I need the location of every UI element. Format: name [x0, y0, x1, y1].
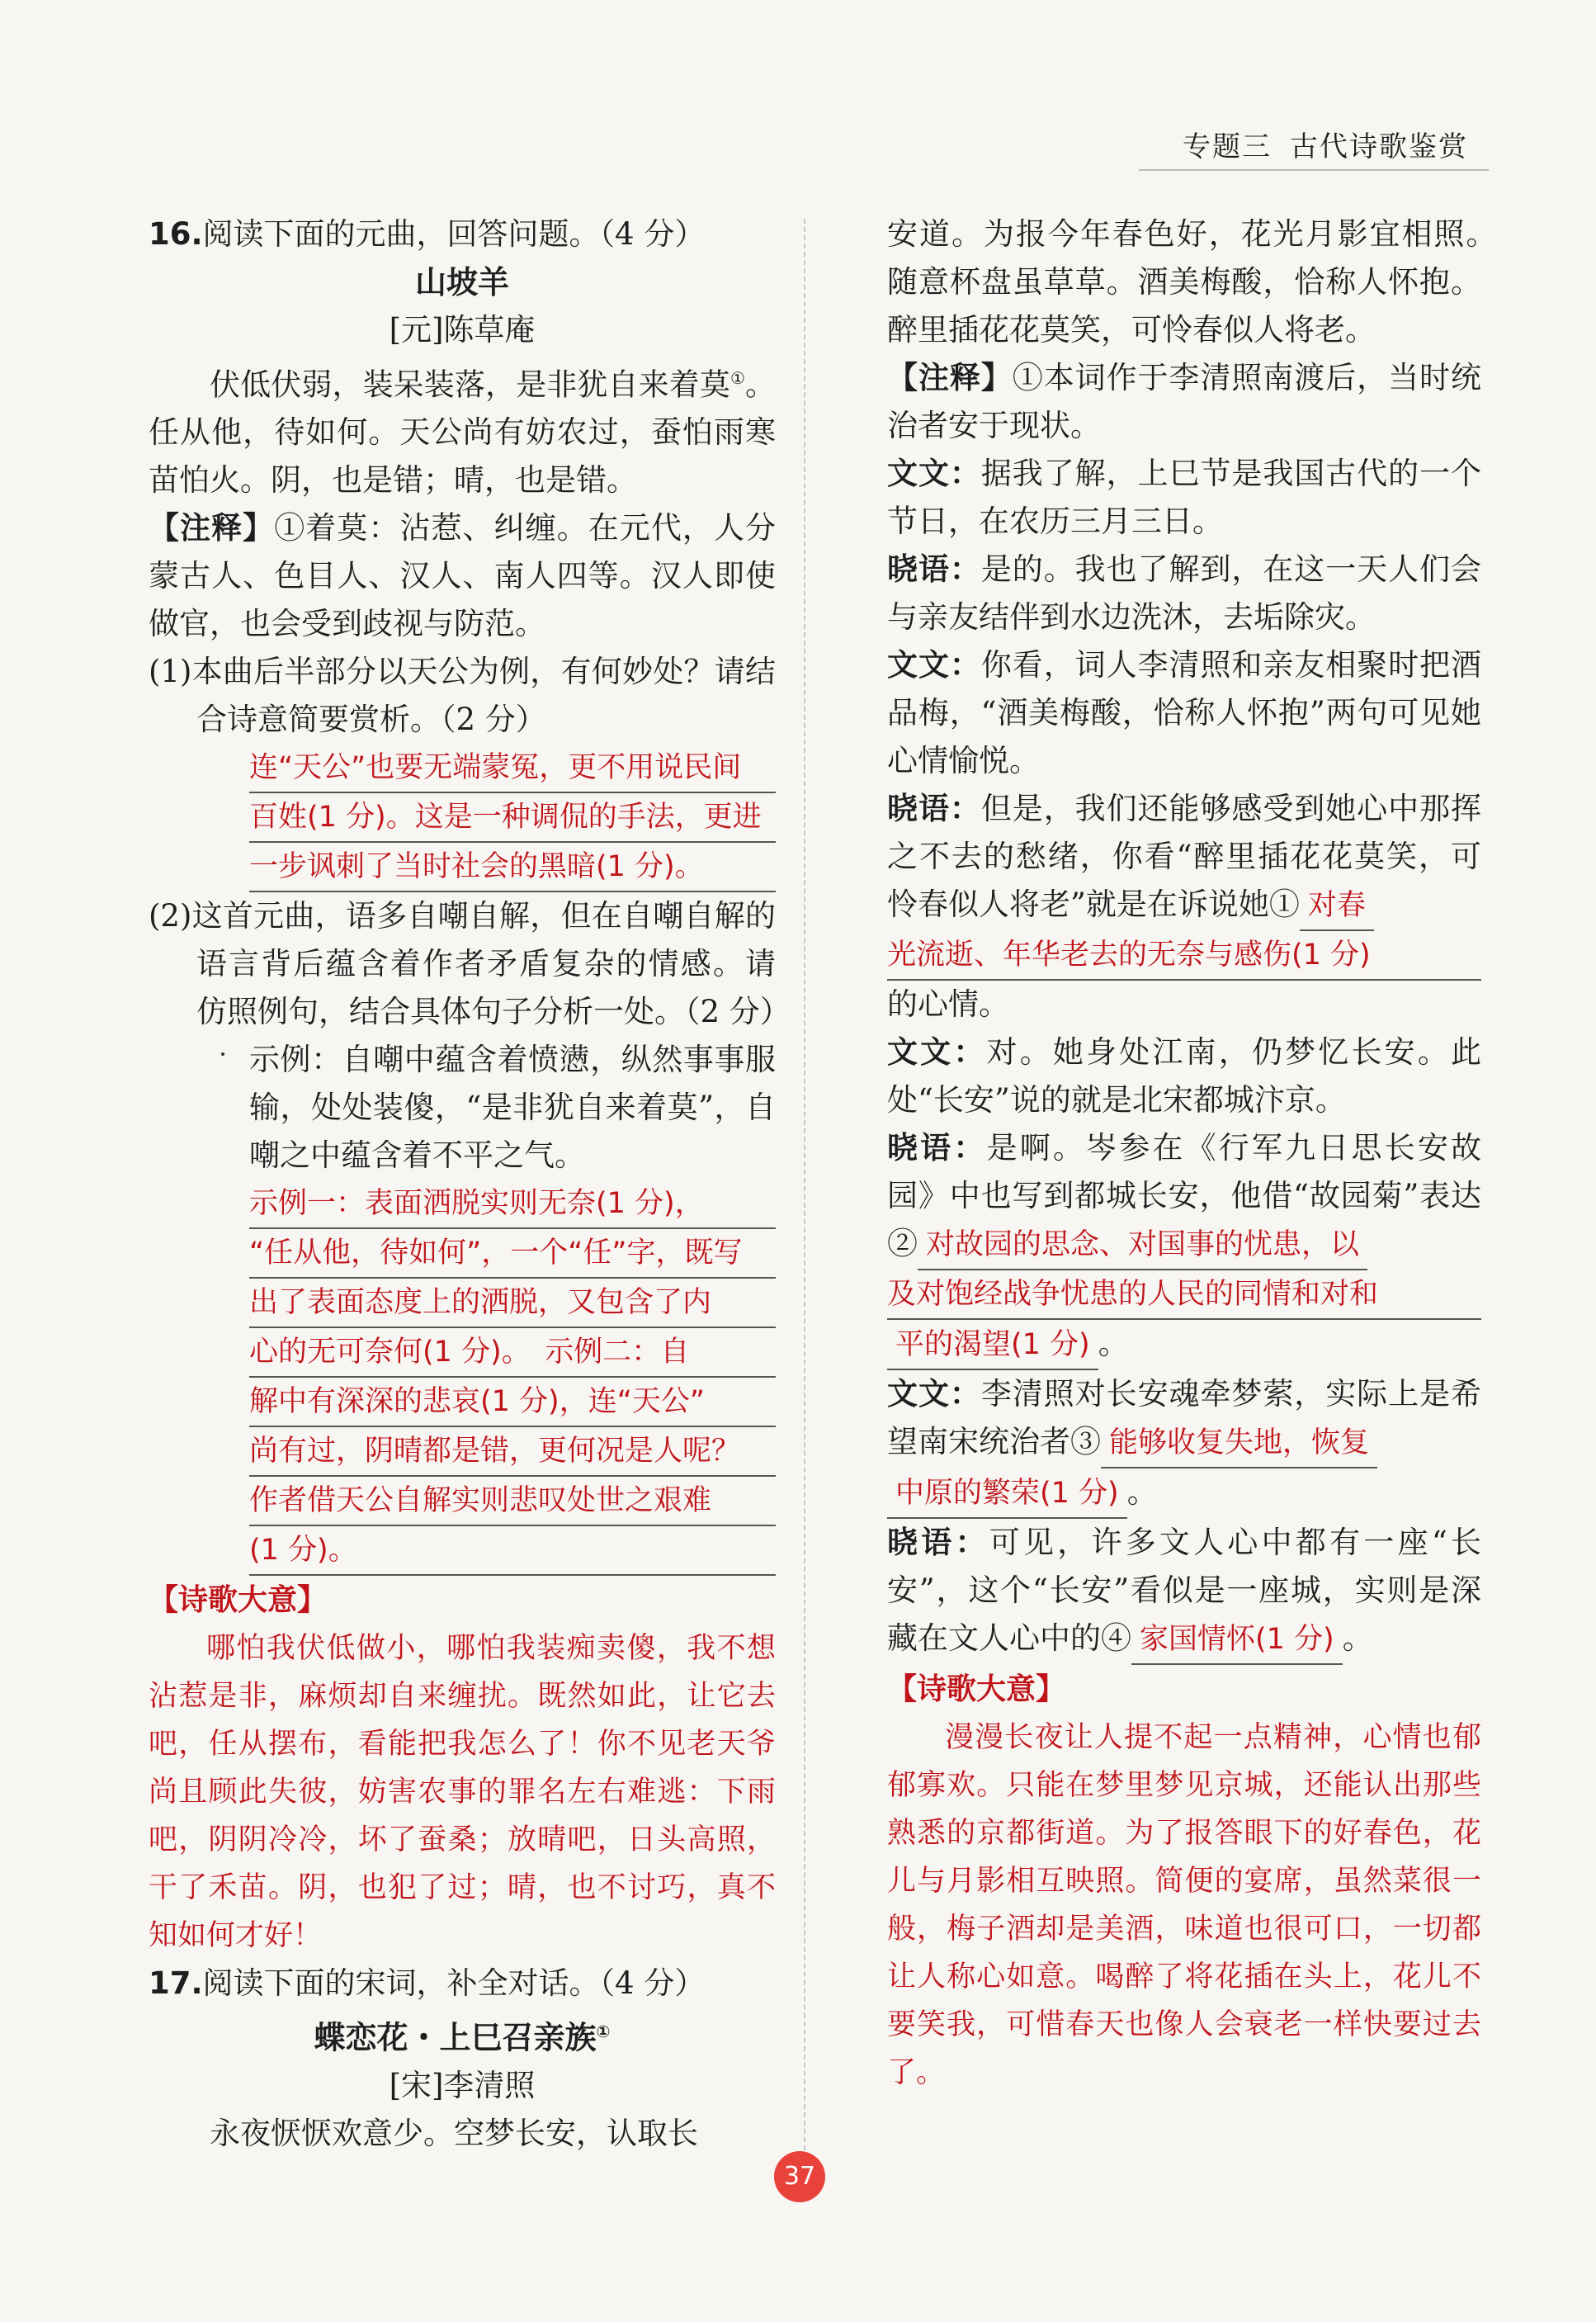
q16-number: 16. [149, 216, 203, 252]
answer-line: 一步讽刺了当时社会的黑暗(1 分)。 [249, 843, 776, 892]
q17-poem-text-start: 永夜恹恹欢意少。空梦长安，认取长 [210, 2115, 698, 2151]
answer-line: 尚有过，阴晴都是错，更何况是人呢？ [249, 1427, 776, 1477]
q16-poem-text: 伏低伏弱，装呆装落，是非犹自来着莫①。任从他，待如何。天公尚有妨农过，蚕怕雨寒苗怕火。阴，也是错；晴，也是错。 [149, 367, 776, 499]
running-header [1183, 124, 1468, 164]
q17-number: 17. [149, 1965, 203, 2002]
note-label: 【注释】 [887, 360, 1013, 395]
speaker-xiaoyu: 晓语： [887, 791, 981, 826]
q16-sub1-question: (1)本曲后半部分以天公为例，有何妙处？请结合诗意简要赏析。（2 分） [149, 654, 776, 738]
dialog-line-1: 文文：据我了解，上巳节是我国古代的一个节日，在农历三月三日。 [887, 456, 1482, 539]
q16-sub1-answer [149, 744, 776, 892]
header-section: 专题三 [1183, 130, 1272, 163]
q16-summary: 哪怕我伏低做小，哪怕我装痴卖傻，我不想沾惹是非，麻烦却自来缠扰。既然如此，让它去吧，任从摆布，看能把我怎么了！你不见老天爷尚且顾此失彼，妨害农事的罪名左右难逃：下雨吧，阴阴冷冷，坏了蚕桑；放晴吧，日头高照，干了禾苗。阴，也犯了过；晴，也不讨巧，真不知如何才好！ [149, 1632, 776, 1953]
note-mark: ① [730, 368, 745, 388]
answer-line: 示例一：表面洒脱实则无奈(1 分)， [249, 1180, 776, 1229]
answer-blank-4: 家国情怀(1 分) [1131, 1615, 1343, 1665]
note-mark: ① [596, 2022, 611, 2042]
column-divider [804, 219, 805, 2175]
answer-line: 百姓(1 分)。这是一种调侃的手法，更进 [249, 793, 776, 843]
answer-blank-1: 对春 [1300, 882, 1374, 931]
answer-blank-2-cont: 及对饱经战争忧患的人民的同情和对和 [887, 1270, 1481, 1320]
dialog-line-2: 晓语：是的。我也了解到，在这一天人们会与亲友结伴到水边洗沐，去垢除灾。 [887, 551, 1482, 635]
answer-line: “任从他，待如何”，一个“任”字，既写 [249, 1229, 776, 1279]
dialog-line-5: 文文：对。她身处江南，仍梦忆长安。此处“长安”说的就是北宋都城汴京。 [887, 1034, 1482, 1118]
answer-line: 心的无可奈何(1 分)。 示例二：自 [249, 1328, 776, 1378]
answer-blank-1-cont: 光流逝、年华老去的无奈与感伤(1 分) [887, 931, 1481, 981]
q16-summary-label: 【诗歌大意】 [149, 1583, 328, 1618]
q17-poem-title: 蝶恋花・上巳召亲族① [314, 2019, 611, 2056]
q16-poem-title: 山坡羊 [414, 264, 509, 300]
answer-line: 作者借天公自解实则悲叹处世之艰难 [249, 1477, 776, 1526]
q17-summary: 漫漫长夜让人提不起一点精神，心情也郁郁寡欢。只能在梦里梦见京城，还能认出那些熟悉的京都街道。为了报答眼下的好春色，花儿与月影相互映照。简便的宴席，虽然菜很一般，梅子酒却是美酒，味道也很可口，一切都让人称心如意。喝醉了将花插在头上，花儿不要笑我，可惜春天也像人会衰老一样快要过去了。 [887, 1721, 1481, 2089]
q16-sub2-example: 示例：自嘲中蕴含着愤懑，纵然事事服输，处处装傻，“是非犹自来着莫”，自嘲之中蕴含着不平之气。 [249, 1042, 776, 1174]
left-column [149, 210, 791, 2158]
answer-blank-2-end: 平的渴望(1 分) [887, 1321, 1098, 1370]
speaker-wenwen: 文文： [887, 1034, 987, 1070]
right-column [887, 210, 1542, 2097]
answer-blank-3-cont: 中原的繁荣(1 分) [887, 1469, 1127, 1519]
header-title: 古代诗歌鉴赏 [1290, 130, 1468, 163]
speaker-wenwen: 文文： [887, 456, 981, 491]
q16-sub2-answer [149, 1180, 776, 1576]
answer-blank-3: 能够收复失地，恢复 [1101, 1419, 1377, 1468]
answer-line: 出了表面态度上的洒脱，又包含了内 [249, 1279, 776, 1328]
dialog-line-3: 文文：你看，词人李清照和亲友相聚时把酒品梅，“酒美梅酸，恰称人怀抱”两句可见她心情愉悦。 [887, 647, 1482, 778]
q16-sub2-question: (2)这首元曲，语多自嘲自解，但在自嘲自解的语言背后蕴含着作者矛盾复杂的情感。请仿照例句，结合具体句子分析一处。（2 分） [149, 898, 791, 1030]
q16-poem-author: [元]陈草庵 [389, 312, 536, 348]
note-label: 【注释】 [149, 510, 275, 546]
q16-note: 【注释】①着莫：沾惹、纠缠。在元代，人分蒙古人、色目人、汉人、南人四等。汉人即使做官，也会受到歧视与防范。 [149, 510, 777, 642]
answer-line: (1 分)。 [249, 1526, 776, 1576]
answer-line: 连“天公”也要无端蒙冤，更不用说民间 [249, 744, 776, 793]
q17-poem-text-cont: 安道。为报今年春色好，花光月影宜相照。 随意杯盘虽草草。酒美梅酸，恰称人怀抱。醉里插花花莫笑，可怜春似人将老。 [887, 216, 1542, 348]
dialog-line-7: 文文：李清照对长安魂牵梦萦，实际上是希望南宋统治者③ 能够收复失地，恢复 中原的繁荣(1 分) 。 [887, 1370, 1481, 1519]
answer-line: 解中有深深的悲哀(1 分)，连“天公” [249, 1378, 776, 1427]
header-rule [1139, 169, 1489, 171]
dialog-line-6: 晓语：是啊。岑参在《行军九日思长安故园》中也写到都城长安，他借“故园菊”表达② 对故园的思念、对国事的忧患，以 及对饱经战争忧患的人民的同情和对和 平的渴望(1 分) 。 [887, 1124, 1481, 1370]
q17-summary-label: 【诗歌大意】 [887, 1672, 1066, 1706]
speaker-wenwen: 文文： [887, 1376, 981, 1412]
answer-blank-2: 对故园的思念、对国事的忧患，以 [918, 1221, 1367, 1270]
speaker-wenwen: 文文： [887, 647, 981, 683]
speaker-xiaoyu: 晓语： [887, 551, 981, 587]
speaker-xiaoyu: 晓语： [887, 1130, 987, 1166]
speaker-xiaoyu: 晓语： [887, 1525, 989, 1560]
dialog-line-8: 晓语：可见，许多文人心中都有一座“长安”，这个“长安”看似是一座城，实则是深藏在文人心中的④ 家国情怀(1 分) 。 [887, 1519, 1481, 1665]
q17-prompt: 17.阅读下面的宋词，补全对话。（4 分） [149, 1965, 706, 2002]
q17-poem-author: [宋]李清照 [389, 2067, 536, 2103]
q16-prompt: 16.阅读下面的元曲，回答问题。（4 分） [149, 216, 706, 252]
page-number: 37 [774, 2151, 825, 2202]
dialog-line-4: 晓语：但是，我们还能够感受到她心中那挥之不去的愁绪，你看“醉里插花花莫笑，可怜春似人将老”就是在诉说她① 对春 光流逝、年华老去的无奈与感伤(1 分) 的心情。 [887, 791, 1482, 1022]
q17-note: 【注释】①本词作于李清照南渡后，当时统治者安于现状。 [887, 360, 1482, 443]
